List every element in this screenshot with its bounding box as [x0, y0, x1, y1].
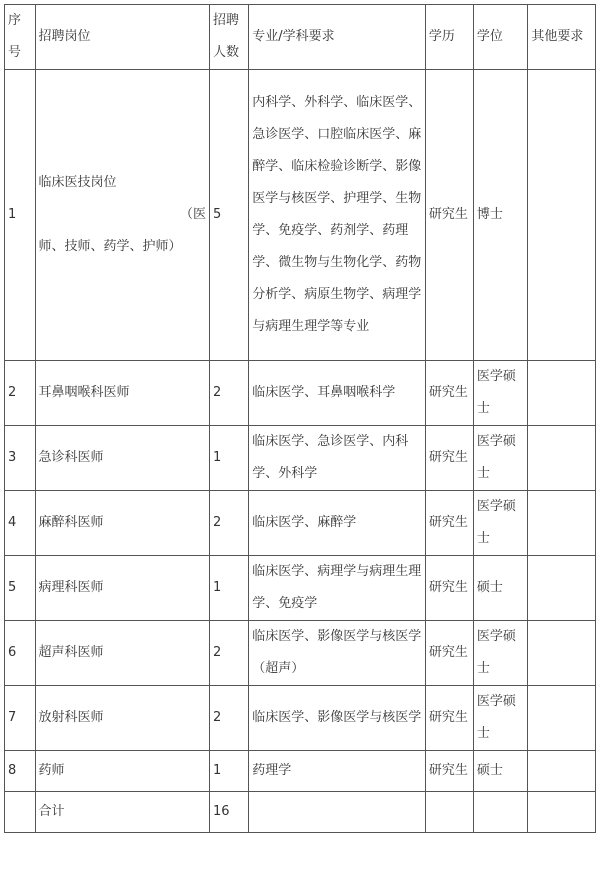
cell-seq: 2	[5, 361, 36, 426]
cell-degree: 医学硕士	[473, 621, 528, 686]
cell-seq: 1	[5, 70, 36, 361]
cell-major: 临床医学、影像医学与核医学	[249, 686, 426, 751]
cell-education: 研究生	[425, 556, 473, 621]
cell-count: 1	[209, 426, 248, 491]
cell-count: 2	[209, 621, 248, 686]
cell-degree: 医学硕士	[473, 491, 528, 556]
cell-other	[528, 361, 596, 426]
total-row	[5, 792, 596, 833]
cell-education: 研究生	[425, 686, 473, 751]
cell-degree: 硕士	[473, 556, 528, 621]
cell-count: 2	[209, 361, 248, 426]
cell-education: 研究生	[425, 361, 473, 426]
cell-major	[249, 792, 426, 833]
cell-other	[528, 491, 596, 556]
recruitment-table	[4, 4, 596, 833]
cell-other	[528, 556, 596, 621]
cell-position: 放射科医师	[35, 686, 209, 751]
cell-degree: 医学硕士	[473, 686, 528, 751]
cell-education: 研究生	[425, 491, 473, 556]
table-row	[5, 686, 596, 751]
cell-position: 麻醉科医师	[35, 491, 209, 556]
cell-major: 临床医学、耳鼻咽喉科学	[249, 361, 426, 426]
cell-position: 超声科医师	[35, 621, 209, 686]
cell-other	[528, 70, 596, 361]
cell-degree: 博士	[473, 70, 528, 361]
position-line: 师、技师、药学、护师）	[38, 239, 182, 254]
table-row	[5, 556, 596, 621]
table-row	[5, 361, 596, 426]
cell-degree: 医学硕士	[473, 361, 528, 426]
table-row	[5, 491, 596, 556]
header-seq: 序号	[5, 5, 36, 70]
cell-position: 急诊科医师	[35, 426, 209, 491]
position-line: 临床医技岗位	[38, 175, 117, 190]
header-other: 其他要求	[528, 5, 596, 70]
cell-education: 研究生	[425, 70, 473, 361]
cell-major: 临床医学、急诊医学、内科学、外科学	[249, 426, 426, 491]
cell-education	[425, 792, 473, 833]
cell-position: 病理科医师	[35, 556, 209, 621]
cell-position	[35, 70, 209, 361]
cell-education: 研究生	[425, 621, 473, 686]
header-major: 专业/学科要求	[249, 5, 426, 70]
cell-count: 1	[209, 751, 248, 792]
cell-other	[528, 426, 596, 491]
cell-count: 2	[209, 686, 248, 751]
total-label: 合计	[35, 792, 209, 833]
cell-degree: 硕士	[473, 751, 528, 792]
cell-count: 2	[209, 491, 248, 556]
cell-count: 5	[209, 70, 248, 361]
cell-seq: 8	[5, 751, 36, 792]
cell-education: 研究生	[425, 426, 473, 491]
cell-count: 1	[209, 556, 248, 621]
cell-seq: 5	[5, 556, 36, 621]
position-line: （医	[179, 207, 206, 222]
table-row	[5, 621, 596, 686]
header-count: 招聘人数	[209, 5, 248, 70]
cell-other	[528, 751, 596, 792]
header-education: 学历	[425, 5, 473, 70]
cell-degree: 医学硕士	[473, 426, 528, 491]
cell-major: 临床医学、影像医学与核医学（超声）	[249, 621, 426, 686]
table-row	[5, 426, 596, 491]
cell-other	[528, 792, 596, 833]
total-count: 16	[209, 792, 248, 833]
cell-position: 耳鼻咽喉科医师	[35, 361, 209, 426]
cell-seq: 3	[5, 426, 36, 491]
cell-seq: 7	[5, 686, 36, 751]
cell-major: 药理学	[249, 751, 426, 792]
header-degree: 学位	[473, 5, 528, 70]
cell-other	[528, 686, 596, 751]
table-header-row	[5, 5, 596, 70]
cell-other	[528, 621, 596, 686]
cell-seq	[5, 792, 36, 833]
cell-position: 药师	[35, 751, 209, 792]
cell-major: 内科学、外科学、临床医学、急诊医学、口腔临床医学、麻醉学、临床检验诊断学、影像医学与核医学、护理学、生物学、免疫学、药剂学、药理学、微生物与生物化学、药物分析学、病原生物学、病理学与病理生理学等专业	[249, 70, 426, 361]
cell-major: 临床医学、麻醉学	[249, 491, 426, 556]
header-position: 招聘岗位	[35, 5, 209, 70]
table-row	[5, 70, 596, 361]
cell-major: 临床医学、病理学与病理生理学、免疫学	[249, 556, 426, 621]
cell-degree	[473, 792, 528, 833]
cell-seq: 4	[5, 491, 36, 556]
cell-seq: 6	[5, 621, 36, 686]
cell-education: 研究生	[425, 751, 473, 792]
table-row	[5, 751, 596, 792]
